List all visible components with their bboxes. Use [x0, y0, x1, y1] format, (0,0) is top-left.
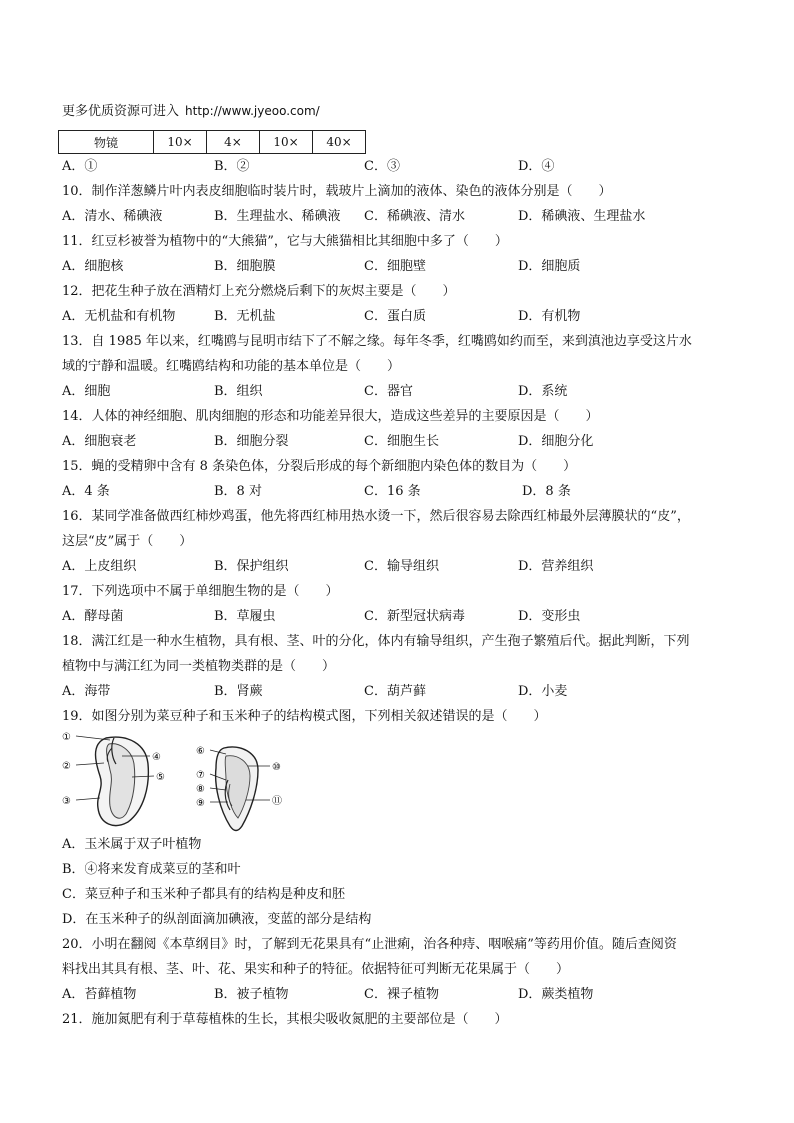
label-9: ⑨ [196, 798, 205, 809]
q19-option-b[interactable]: B．④将来发育成菜豆的茎和叶 [62, 862, 241, 877]
objective-lens-table [58, 130, 366, 154]
label-6: ⑥ [196, 746, 205, 757]
option-a[interactable]: A．清水、稀碘液 [62, 209, 163, 224]
option-d[interactable]: D．蕨类植物 [518, 987, 594, 1002]
option-d[interactable]: D．8 条 [522, 484, 571, 499]
q20-stem-line1: 20．小明在翻阅《本草纲目》时，了解到无花果具有“止泄痢，治各种痔、咽喉痛”等药用价值。随后查阅资 [62, 937, 677, 952]
label-4: ④ [152, 752, 161, 763]
label-3: ③ [62, 796, 71, 807]
option-d[interactable]: D．系统 [518, 384, 568, 399]
option-a[interactable]: A．酵母菌 [62, 609, 124, 624]
option-a[interactable]: A．苔藓植物 [62, 987, 137, 1002]
option-a[interactable]: A．细胞 [62, 384, 111, 399]
table-cell: 10× [154, 131, 207, 154]
q10-stem: 10．制作洋葱鳞片叶内表皮细胞临时装片时，载玻片上滴加的液体、染色的液体分别是（ ） [62, 184, 612, 199]
label-1: ① [62, 732, 71, 743]
corn-seed-diagram [196, 742, 306, 834]
label-8: ⑧ [196, 784, 205, 795]
label-11: ⑪ [272, 796, 282, 807]
label-7: ⑦ [196, 770, 205, 781]
option-d[interactable]: D．有机物 [518, 309, 581, 324]
q18-stem-line2: 植物中与满江红为同一类植物类群的是（ ） [62, 659, 336, 674]
table-cell: 40× [313, 131, 366, 154]
q21-stem: 21．施加氮肥有利于草莓植株的生长，其根尖吸收氮肥的主要部位是（ ） [62, 1012, 508, 1027]
option-a[interactable]: A．细胞衰老 [62, 434, 137, 449]
option-d[interactable]: D．④ [518, 159, 555, 174]
label-5: ⑤ [156, 772, 165, 783]
option-d[interactable]: D．营养组织 [518, 559, 594, 574]
option-a[interactable]: A．4 条 [62, 484, 110, 499]
option-c[interactable]: C．16 条 [364, 484, 421, 499]
label-2: ② [62, 761, 71, 772]
option-c[interactable]: C．新型冠状病毒 [364, 609, 465, 624]
option-a[interactable]: A．海带 [62, 684, 111, 699]
header-url[interactable]: http://www.jyeoo.com/ [185, 104, 320, 118]
q15-stem: 15．蝇的受精卵中含有 8 条染色体，分裂后形成的每个新细胞内染色体的数目为（ ） [62, 459, 577, 474]
table-cell: 10× [260, 131, 313, 154]
option-c[interactable]: C．③ [364, 159, 400, 174]
resource-header [62, 100, 320, 119]
header-text: 更多优质资源可进入 [62, 104, 180, 119]
q13-stem-line1: 13．自 1985 年以来，红嘴鸥与昆明市结下了不解之缘。每年冬季，红嘴鸥如约而至，来到滇池边享受这片水 [62, 334, 692, 349]
label-10: ⑩ [272, 762, 281, 773]
option-b[interactable]: B．细胞分裂 [214, 434, 289, 449]
option-b[interactable]: B．保护组织 [214, 559, 289, 574]
option-a[interactable]: A．① [62, 159, 98, 174]
q19-option-a[interactable]: A．玉米属于双子叶植物 [62, 837, 202, 852]
option-d[interactable]: D．小麦 [518, 684, 568, 699]
option-c[interactable]: C．细胞壁 [364, 259, 426, 274]
option-a[interactable]: A．细胞核 [62, 259, 124, 274]
option-b[interactable]: B．生理盐水、稀碘液 [214, 209, 341, 224]
option-b[interactable]: B．② [214, 159, 250, 174]
option-b[interactable]: B．组织 [214, 384, 263, 399]
q12-stem: 12．把花生种子放在酒精灯上充分燃烧后剩下的灰烬主要是（ ） [62, 284, 456, 299]
option-c[interactable]: C．裸子植物 [364, 987, 439, 1002]
option-b[interactable]: B．无机盐 [214, 309, 276, 324]
option-d[interactable]: D．细胞分化 [518, 434, 594, 449]
q13-stem-line2: 域的宁静和温暖。红嘴鸥结构和功能的基本单位是（ ） [62, 359, 401, 374]
option-d[interactable]: D．细胞质 [518, 259, 581, 274]
option-c[interactable]: C．蛋白质 [364, 309, 426, 324]
option-b[interactable]: B．细胞膜 [214, 259, 276, 274]
option-d[interactable]: D．变形虫 [518, 609, 581, 624]
q19-stem: 19．如图分别为菜豆种子和玉米种子的结构模式图，下列相关叙述错误的是（ ） [62, 709, 547, 724]
q17-stem: 17．下列选项中不属于单细胞生物的是（ ） [62, 584, 339, 599]
option-c[interactable]: C．稀碘液、清水 [364, 209, 465, 224]
table-cell: 4× [207, 131, 260, 154]
q11-stem: 11．红豆杉被誉为植物中的“大熊猫”，它与大熊猫相比其细胞中多了（ ） [62, 234, 508, 249]
option-b[interactable]: B．草履虫 [214, 609, 276, 624]
q14-stem: 14．人体的神经细胞、肌肉细胞的形态和功能差异很大，造成这些差异的主要原因是（ ） [62, 409, 599, 424]
table-cell: 物镜 [59, 131, 154, 154]
q20-stem-line2: 料找出其具有根、茎、叶、花、果实和种子的特征。依据特征可判断无花果属于（ ） [62, 962, 570, 977]
option-b[interactable]: B．8 对 [214, 484, 262, 499]
option-a[interactable]: A．无机盐和有机物 [62, 309, 176, 324]
q18-stem-line1: 18．满江红是一种水生植物，具有根、茎、叶的分化，体内有输导组织，产生孢子繁殖后代。据此判断，下列 [62, 634, 690, 649]
option-c[interactable]: C．细胞生长 [364, 434, 439, 449]
option-a[interactable]: A．上皮组织 [62, 559, 137, 574]
q19-option-c[interactable]: C．菜豆种子和玉米种子都具有的结构是种皮和胚 [62, 887, 345, 902]
option-d[interactable]: D．稀碘液、生理盐水 [518, 209, 646, 224]
option-c[interactable]: C．葫芦藓 [364, 684, 426, 699]
option-b[interactable]: B．肾蕨 [214, 684, 263, 699]
option-c[interactable]: C．输导组织 [364, 559, 439, 574]
q16-stem-line1: 16．某同学准备做西红柿炒鸡蛋，他先将西红柿用热水烫一下，然后很容易去除西红柿最外层薄膜状的“皮”， [62, 509, 690, 524]
q19-option-d[interactable]: D．在玉米种子的纵剖面滴加碘液，变蓝的部分是结构 [62, 912, 372, 927]
q16-stem-line2: 这层“皮”属于（ ） [62, 534, 193, 549]
option-b[interactable]: B．被子植物 [214, 987, 289, 1002]
bean-seed-diagram [62, 730, 182, 830]
option-c[interactable]: C．器官 [364, 384, 413, 399]
table-row [59, 131, 366, 154]
